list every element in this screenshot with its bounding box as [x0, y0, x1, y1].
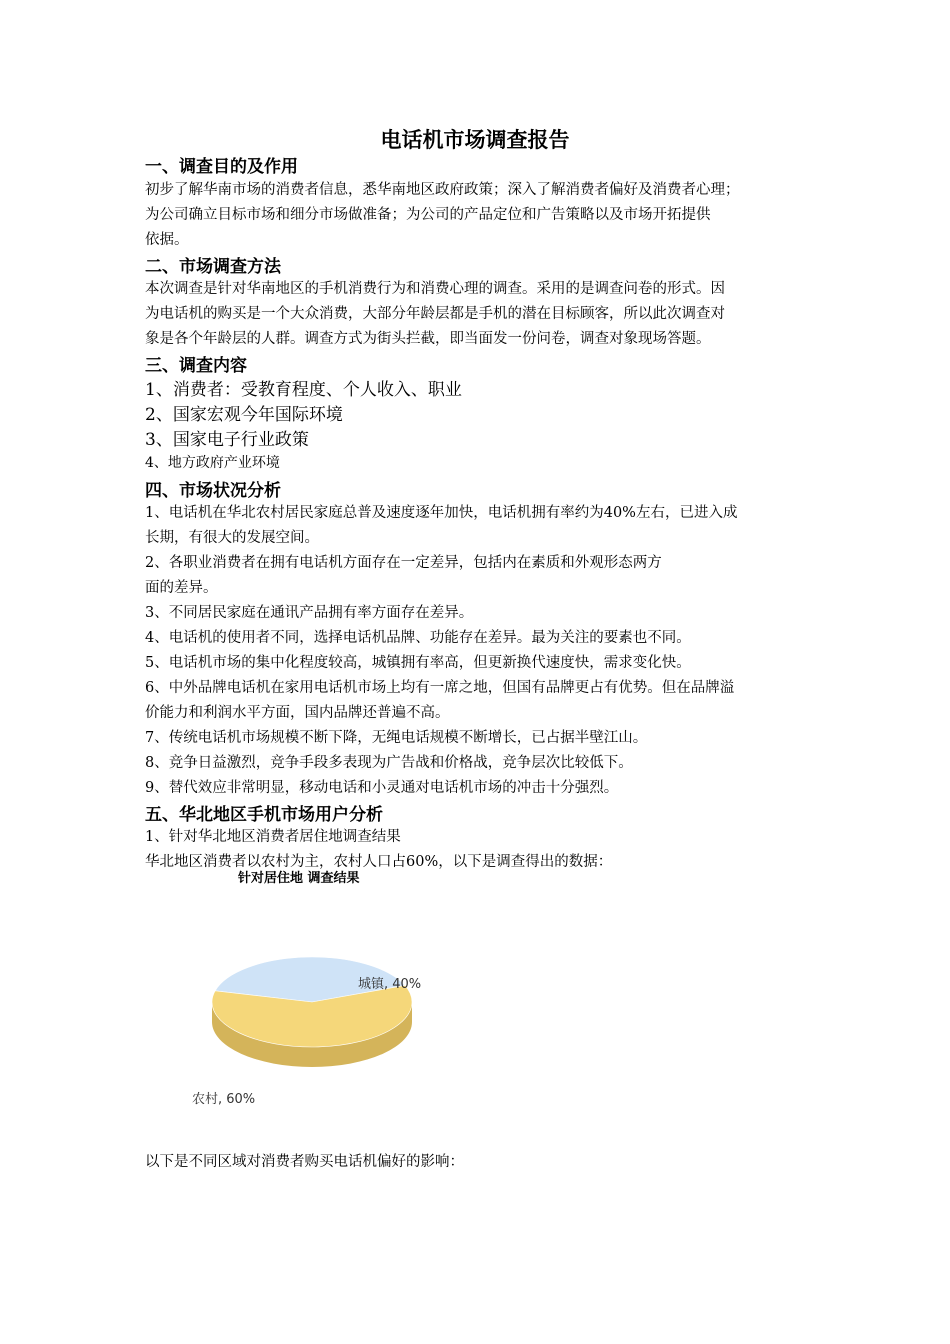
residence-pie-chart — [180, 862, 470, 1112]
analysis-line: 5、电话机市场的集中化程度较高，城镇拥有率高，但更新换代速度快，需求变化快。 — [145, 655, 691, 671]
section-2-line: 象是各个年龄层的人群。调查方式为街头拦截，即当面发一份问卷，调查对象现场答题。 — [145, 331, 711, 347]
chart-label-rural: 农村, 60% — [192, 1092, 256, 1107]
analysis-line: 1、电话机在华北农村居民家庭总普及速度逐年加快，电话机拥有率约为40%左右，已进入成 — [145, 505, 738, 521]
analysis-line: 2、各职业消费者在拥有电话机方面存在一定差异，包括内在素质和外观形态两方 — [145, 555, 662, 571]
section-1-line: 初步了解华南市场的消费者信息，悉华南地区政府政策；深入了解消费者偏好及消费者心理； — [145, 182, 740, 198]
section-2-line: 为电话机的购买是一个大众消费，大部分年龄层都是手机的潜在目标顾客，所以此次调查对 — [145, 306, 725, 322]
analysis-line: 长期，有很大的发展空间。 — [145, 530, 319, 546]
section-5-heading: 五、华北地区手机市场用户分析 — [145, 805, 383, 825]
user-analysis-line: 1、针对华北地区消费者居住地调查结果 — [145, 829, 401, 845]
user-analysis-line: 华北地区消费者以农村为主，农村人口占60%，以下是调查得出的数据： — [145, 854, 613, 870]
section-1-heading: 一、调查目的及作用 — [145, 157, 298, 177]
section-2-heading: 二、市场调查方法 — [145, 257, 281, 277]
content-item: 1、消费者：受教育程度、个人收入、职业 — [145, 380, 462, 400]
section-4-heading: 四、市场状况分析 — [145, 481, 281, 501]
analysis-line: 7、传统电话机市场规模不断下降，无绳电话规模不断增长，已占据半壁江山。 — [145, 730, 648, 746]
chart-title: 针对居住地 调查结果 — [238, 871, 360, 886]
chart-label-urban: 城镇, 40% — [358, 977, 422, 992]
closing-line: 以下是不同区域对消费者购买电话机偏好的影响： — [145, 1154, 464, 1170]
analysis-line: 3、不同居民家庭在通讯产品拥有率方面存在差异。 — [145, 605, 474, 621]
section-2-line: 本次调查是针对华南地区的手机消费行为和消费心理的调查。采用的是调查问卷的形式。因 — [145, 281, 725, 297]
analysis-line: 价能力和利润水平方面，国内品牌还普遍不高。 — [145, 705, 450, 721]
content-item: 2、国家宏观今年国际环境 — [145, 405, 343, 425]
content-item: 3、国家电子行业政策 — [145, 430, 309, 450]
document-title: 电话机市场调查报告 — [380, 128, 570, 152]
analysis-line: 面的差异。 — [145, 580, 218, 596]
section-1-line: 依据。 — [145, 232, 189, 248]
pie-layer — [212, 957, 412, 1067]
section-1-line: 为公司确立目标市场和细分市场做准备；为公司的产品定位和广告策略以及市场开拓提供 — [145, 207, 711, 223]
analysis-line: 4、电话机的使用者不同，选择电话机品牌、功能存在差异。最为关注的要素也不同。 — [145, 630, 691, 646]
analysis-line: 9、替代效应非常明显，移动电话和小灵通对电话机市场的冲击十分强烈。 — [145, 780, 619, 796]
analysis-line: 8、竞争日益激烈，竞争手段多表现为广告战和价格战，竞争层次比较低下。 — [145, 755, 633, 771]
content-item: 4、地方政府产业环境 — [145, 455, 280, 471]
analysis-line: 6、中外品牌电话机在家用电话机市场上均有一席之地，但国有品牌更占有优势。但在品牌溢 — [145, 680, 735, 696]
section-3-heading: 三、调查内容 — [145, 356, 247, 376]
